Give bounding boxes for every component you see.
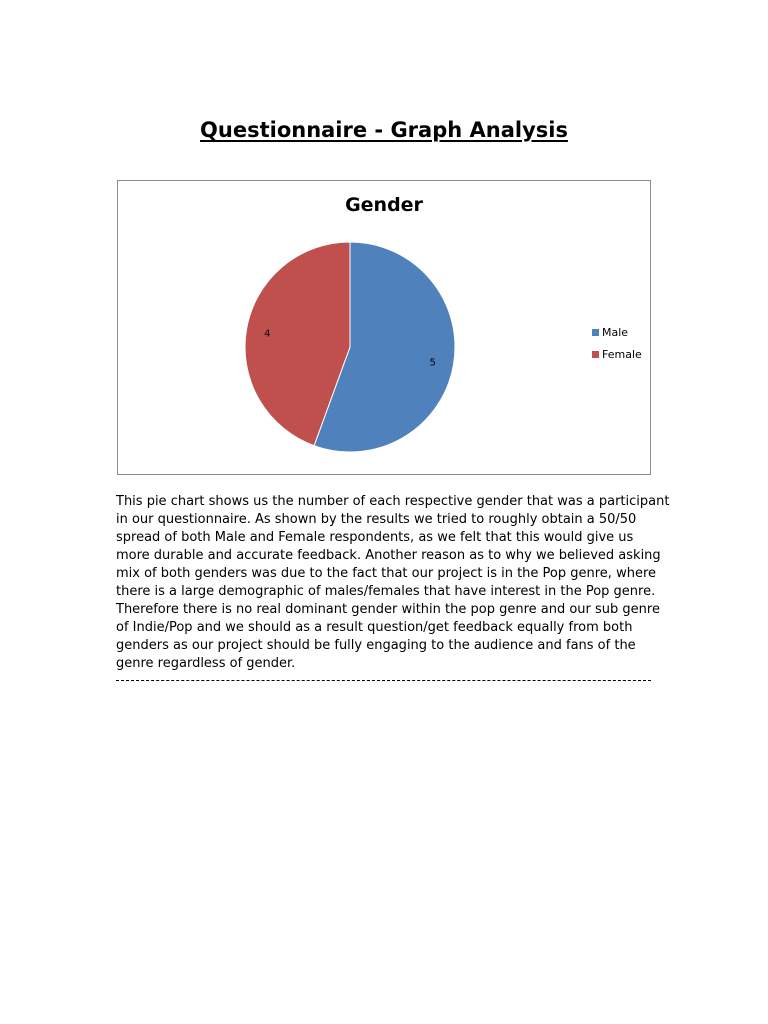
paragraph-line: Therefore there is no real dominant gender within the pop genre and our sub genre [116, 602, 660, 617]
document-title: Questionnaire - Graph Analysis [200, 118, 568, 142]
legend-label-male: Male [602, 326, 629, 339]
chart-title: Gender [345, 194, 423, 216]
legend-swatch-female [592, 351, 599, 358]
data-label-male: 5 [429, 357, 436, 369]
paragraph-line: more durable and accurate feedback. Another reason as to why we believed asking [116, 548, 661, 563]
paragraph-line: there is a large demographic of males/females that have interest in the Pop genre. [116, 584, 656, 599]
paragraph-line: mix of both genders was due to the fact that our project is in the Pop genre, where [116, 566, 656, 581]
paragraph-line: spread of both Male and Female respondents, as we felt that this would give us [116, 530, 634, 545]
paragraph-line: genre regardless of gender. [116, 656, 296, 671]
analysis-paragraph [116, 493, 670, 673]
paragraph-line: of Indie/Pop and we should as a result question/get feedback equally from both [116, 620, 633, 635]
legend-swatch-male [592, 329, 599, 336]
pie-chart-canvas [118, 181, 652, 476]
paragraph-line: in our questionnaire. As shown by the results we tried to roughly obtain a 50/50 [116, 512, 637, 527]
chart-legend [592, 326, 642, 361]
dashed-divider [116, 680, 651, 681]
data-label-female: 4 [264, 328, 271, 340]
gender-pie-chart [117, 180, 651, 475]
legend-label-female: Female [602, 348, 642, 361]
pie-slices [245, 242, 455, 452]
paragraph-line: This pie chart shows us the number of each respective gender that was a participant [116, 494, 670, 509]
paragraph-line: genders as our project should be fully engaging to the audience and fans of the [116, 638, 636, 653]
